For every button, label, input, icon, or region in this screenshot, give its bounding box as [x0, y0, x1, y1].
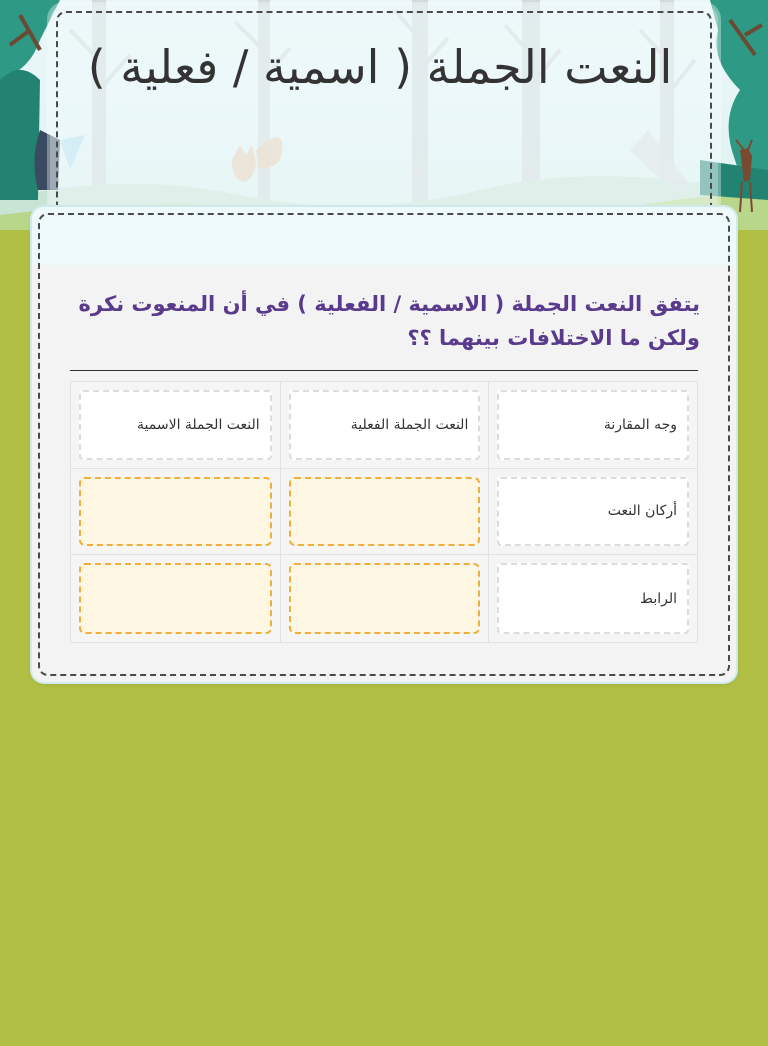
- row-label-link: الرابط: [497, 563, 689, 634]
- drop-zone-link-verbal[interactable]: [289, 563, 481, 634]
- table-row-label-cell: [488, 469, 697, 556]
- activity-card: [32, 207, 736, 682]
- table-cell: [71, 555, 280, 642]
- header-comparison-aspect: وجه المقارنة: [497, 390, 689, 460]
- drop-zone-pillars-verbal[interactable]: [289, 477, 481, 547]
- row-label-adjective-pillars: أركان النعت: [497, 477, 689, 547]
- table-cell: [280, 469, 489, 556]
- page-title: النعت الجملة ( اسمية / فعلية ): [87, 40, 673, 94]
- drop-zone-link-nominal[interactable]: [79, 563, 272, 634]
- divider: [70, 370, 698, 371]
- table-cell: [71, 469, 280, 556]
- table-header-cell: [488, 382, 697, 469]
- header-verbal-sentence-adjective: النعت الجملة الفعلية: [289, 390, 481, 460]
- table-header-cell: [71, 382, 280, 469]
- title-card: [50, 5, 718, 215]
- table-header-cell: [280, 382, 489, 469]
- header-nominal-sentence-adjective: النعت الجملة الاسمية: [79, 390, 272, 460]
- comparison-table: [70, 381, 698, 643]
- question-text: يتفق النعت الجملة ( الاسمية / الفعلية ) في أن المنعوت نكرة ولكن ما الاختلافات بينهما ؟؟: [78, 292, 700, 350]
- drop-zone-pillars-nominal[interactable]: [79, 477, 272, 547]
- table-cell: [280, 555, 489, 642]
- table-row-label-cell: [488, 555, 697, 642]
